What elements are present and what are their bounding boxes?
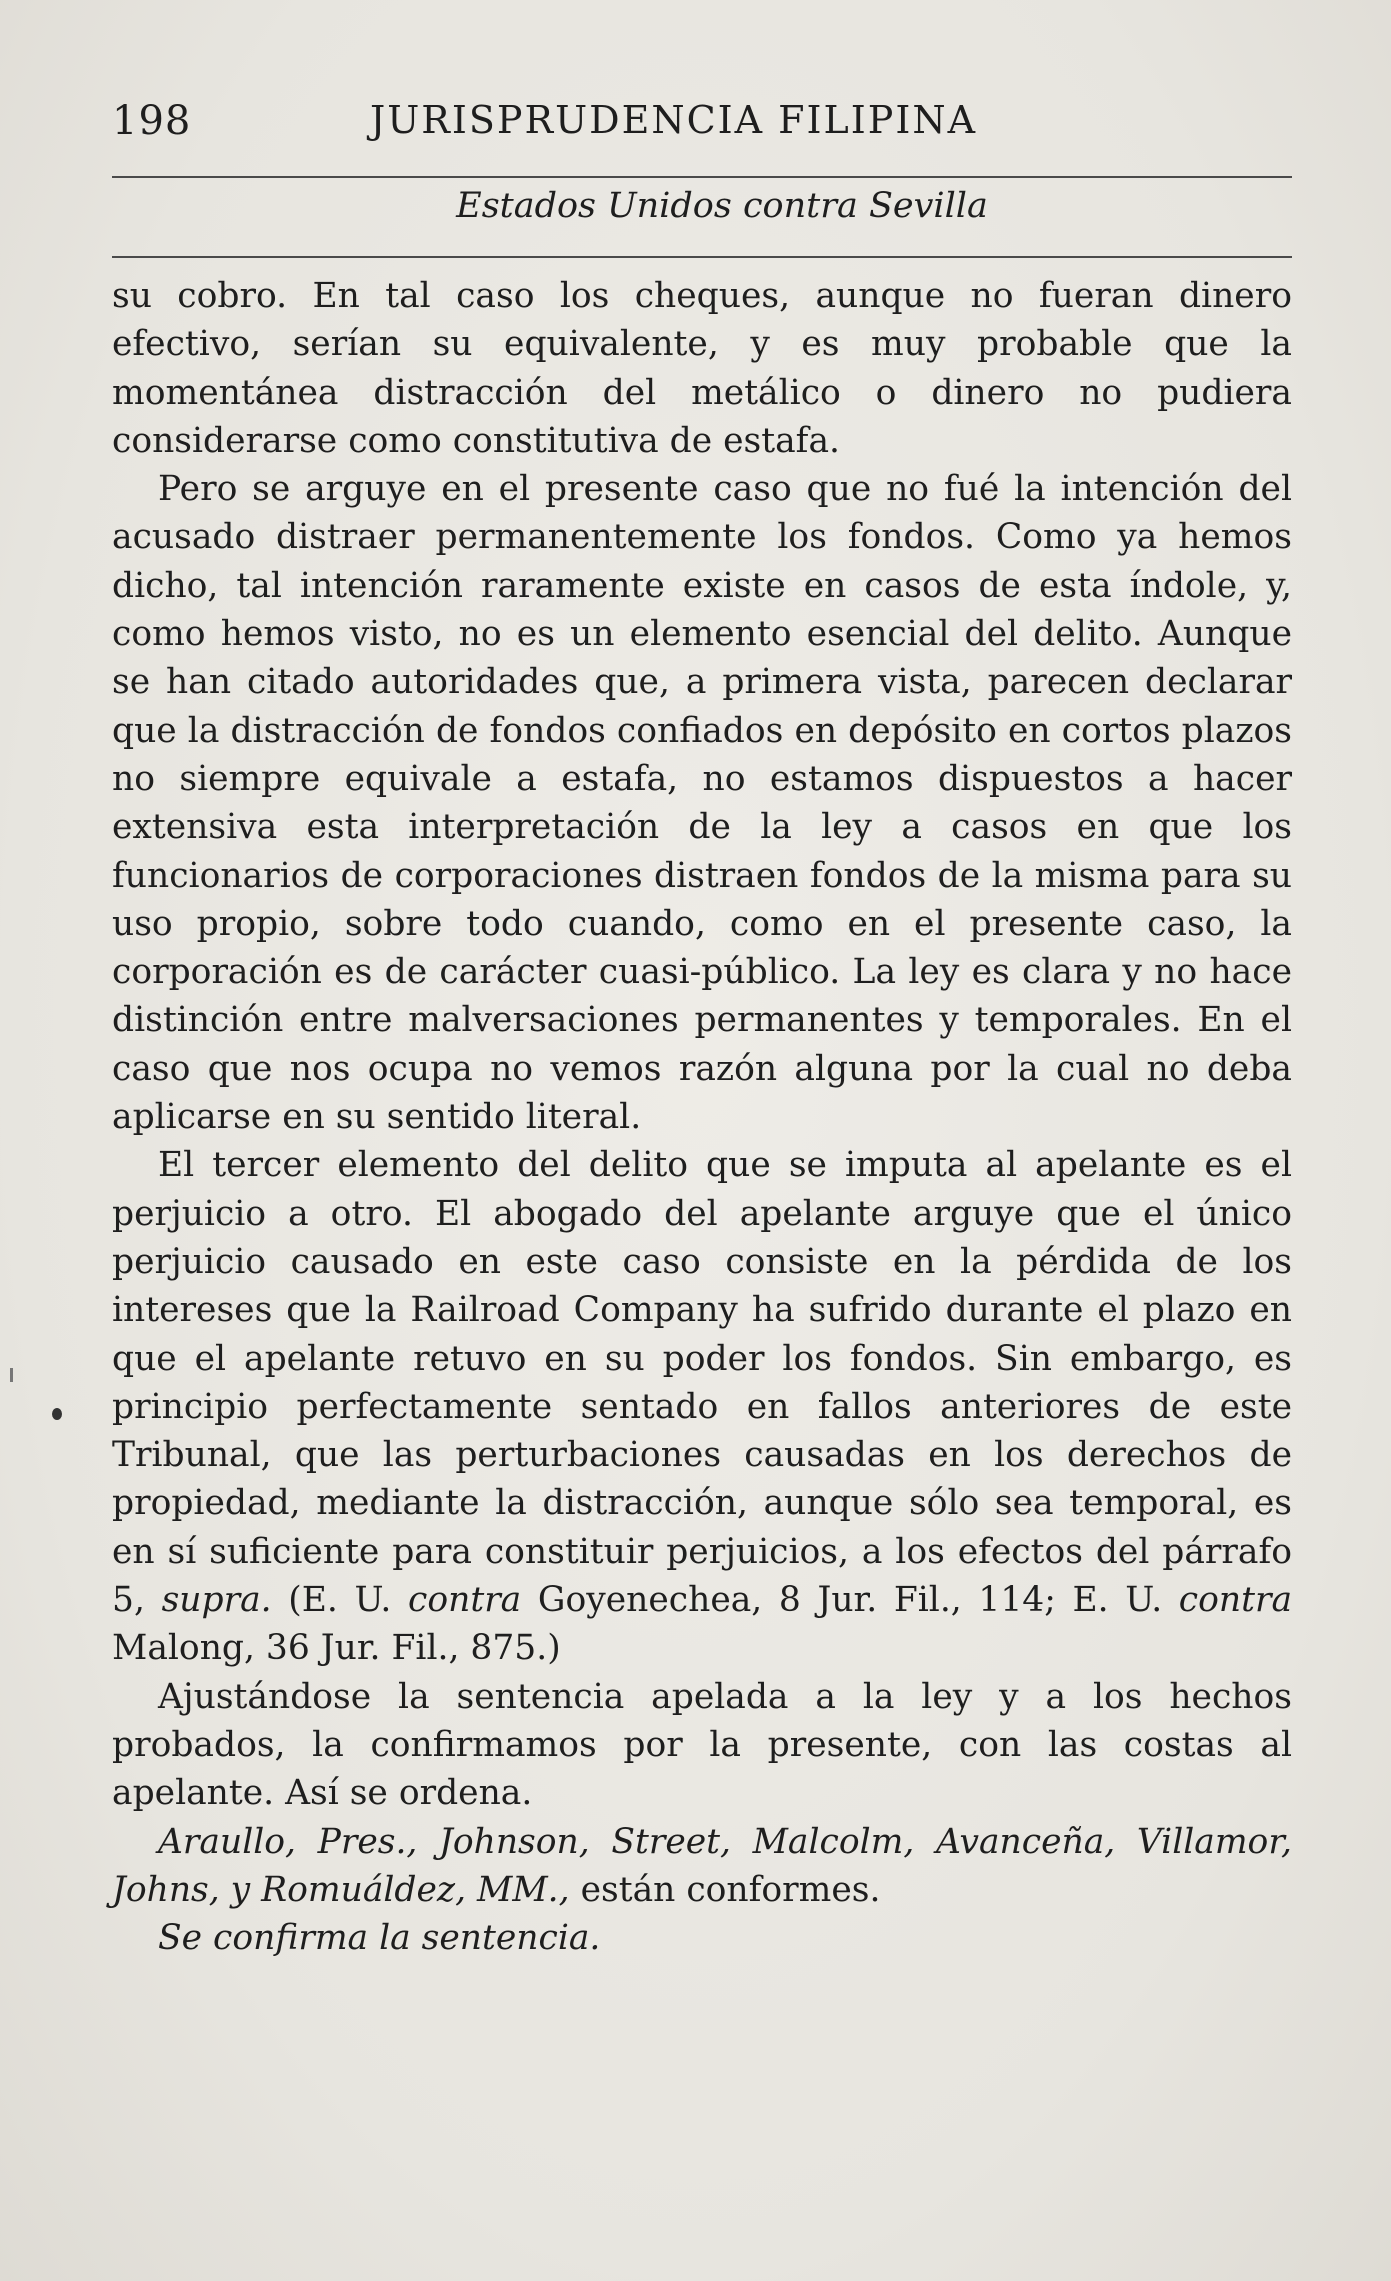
body-text: [112, 272, 1292, 1962]
citation-text: Goyenechea, 8 Jur. Fil., 114; E. U.: [537, 1580, 1163, 1621]
citation-contra: contra: [408, 1580, 522, 1621]
header-rule-bottom: [112, 256, 1292, 258]
header-rule-top: [112, 176, 1292, 178]
citation-contra: contra: [1178, 1580, 1293, 1621]
citation-text: (E. U.: [288, 1580, 392, 1621]
concurrence-text: están conformes.: [580, 1869, 881, 1910]
running-head: [112, 98, 1292, 158]
margin-dot: [52, 1408, 62, 1420]
paragraph-concurrence: [112, 1818, 1292, 1915]
journal-title: JURISPRUDENCIA FILIPINA: [370, 98, 978, 142]
citation-supra: supra.: [161, 1580, 272, 1621]
paragraph-text: El tercer elemento del delito que se imputa al apelante es el perjuicio a otro. El abogado del apelante arguye que el único perjuicio causado en este caso consiste en la pérdida de los intereses que la Railroad Company ha sufrido durante el plazo en que el apelante retuvo en su poder los fondos. Sin embargo, es principio perfectamente sentado en fallos anteriores de este Tribunal, que las perturbaciones causadas en los derechos de propiedad, mediante la distracción, aunque sólo sea temporal, es en sí suficiente para constituir perjuicios, a los efectos del párrafo 5,: [112, 1145, 1292, 1621]
citation-text: Malong, 36 Jur. Fil., 875.): [112, 1628, 561, 1669]
margin-speck: [10, 1368, 13, 1382]
paragraph-ruling: Ajustándose la sentencia apelada a la ley y a los hechos probados, la confirmamos por la presente, con las costas al apelante. Así se ordena.: [112, 1676, 1292, 1814]
case-title: Estados Unidos contra Sevilla: [456, 186, 988, 226]
page-number: 198: [112, 98, 192, 144]
paragraph-continuation: su cobro. En tal caso los cheques, aunque no fueran dinero efectivo, serían su equivalente, y es muy probable que la momentánea distracción del metálico o dinero no pudiera considerarse como constitutiva de estafa.: [112, 276, 1292, 461]
justices-names: Araullo, Pres., Johnson, Street, Malcolm, Avanceña, Villamor, Johns, y Romuáldez, MM.,: [112, 1821, 1292, 1910]
paragraph-intention: Pero se arguye en el presente caso que no fué la intención del acusado distraer permanentemente los fondos. Como ya hemos dicho, tal intención raramente existe en casos de esta índole, y, como hemos visto, no es un elemento esencial del delito. Aunque se han citado autoridades que, a primera vista, parecen declarar que la distracción de fondos confiados en depósito en cortos plazos no siempre equivale a estafa, no estamos dispuestos a hacer extensiva esta interpretación de la ley a casos en que los funcionarios de corporaciones distraen fondos de la misma para su uso propio, sobre todo cuando, como en el presente caso, la corporación es de carácter cuasi-público. La ley es clara y no hace distinción entre malversaciones permanentes y temporales. En el caso que nos ocupa no vemos razón alguna por la cual no deba aplicarse en su sentido literal.: [112, 469, 1292, 1138]
paragraph-third-element: [112, 1141, 1292, 1672]
paragraph-disposition: Se confirma la sentencia.: [158, 1918, 601, 1959]
